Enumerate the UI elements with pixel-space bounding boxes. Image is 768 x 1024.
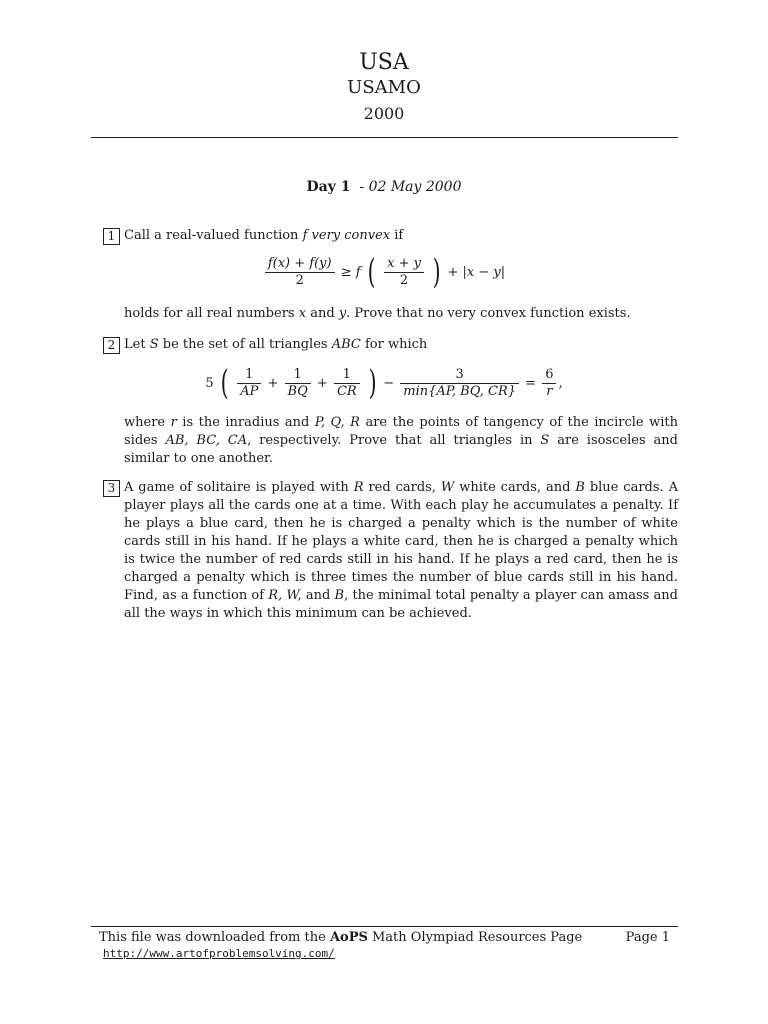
problem-number-1: 1 xyxy=(103,228,120,245)
fraction: $\frac{6}{r}$ xyxy=(542,367,556,400)
left-paren: ( xyxy=(367,252,376,292)
fraction: $\frac{1}{BQ}$ xyxy=(285,367,311,400)
year-title: 2000 xyxy=(363,104,405,123)
problem-3-body: A game of solitaire is played with R red cards, W white cards, and B blue cards. A player plays all the cards one at a time. With each play he accumulates a penalty. If he plays a blue card, then he is charged a penalty which is the number of white cards still in his hand. If he plays a white card, then he is charged a penalty which is twice the number of red cards still in his hand. If he plays a red card, then he is charged a penalty which is three times the number of blue cards still in his hand. Find, as a function of R, W, and B, the minimal total penalty a player can amass and all the ways in which this minimum can be achieved. xyxy=(124,480,679,621)
fraction: 3 min{AP, BQ, CR} xyxy=(400,367,519,400)
problem-2-formula: 5 ( $\frac{1}{AP}$ + $\frac{1}{BQ}$ + $\frac{1}{CR}$ ) − 3 min{AP, BQ, CR} = $\frac{6}{r}$ , xyxy=(205,363,563,403)
problem-1-intro: Call a real-valued function f very convex if xyxy=(124,228,404,243)
page-number: Page 1 xyxy=(625,930,670,945)
fraction: $\frac{x + y}{2}$ xyxy=(384,256,424,289)
day-date: 02 May 2000 xyxy=(368,179,462,195)
day-label: Day 1 xyxy=(306,179,351,195)
problem-number-3: 3 xyxy=(103,480,120,497)
header-divider xyxy=(91,137,678,138)
footer-source: This file was downloaded from the AoPS Math Olympiad Resources Page xyxy=(99,930,583,945)
problem-number-2: 2 xyxy=(103,337,120,354)
fraction: $\frac{1}{CR}$ xyxy=(334,367,360,400)
aops-brand: AoPS xyxy=(329,930,368,945)
problem-1-conclusion: holds for all real numbers x and y. Prove that no very convex function exists. xyxy=(124,306,631,321)
country-title: USA xyxy=(359,50,409,75)
footer-divider xyxy=(91,926,678,927)
aops-link[interactable]: http://www.artofproblemsolving.com/ xyxy=(103,947,335,960)
left-paren: ( xyxy=(220,363,229,403)
document-header xyxy=(0,50,768,125)
fraction: $\frac{1}{AP}$ xyxy=(237,367,261,400)
right-paren: ) xyxy=(432,252,441,292)
competition-title: USAMO xyxy=(347,77,421,98)
problem-1-formula: $\frac{f(x) + f(y)}{2}$ ≥ f ( $\frac{x + y}{2}$ ) + |x − y| xyxy=(0,253,768,291)
fraction: $\frac{f(x) + f(y)}{2}$ xyxy=(265,256,335,289)
problem-2-intro: Let S be the set of all triangles ABC for which xyxy=(124,337,428,352)
problem-2-body: where r is the inradius and P, Q, R are the points of tangency of the incircle with sides AB, BC, CA, respectively. Prove that all triangles in S are isosceles and similar to one another. xyxy=(124,415,678,466)
day-separator: - xyxy=(359,179,365,195)
day-heading xyxy=(0,179,768,195)
right-paren: ) xyxy=(368,363,377,403)
